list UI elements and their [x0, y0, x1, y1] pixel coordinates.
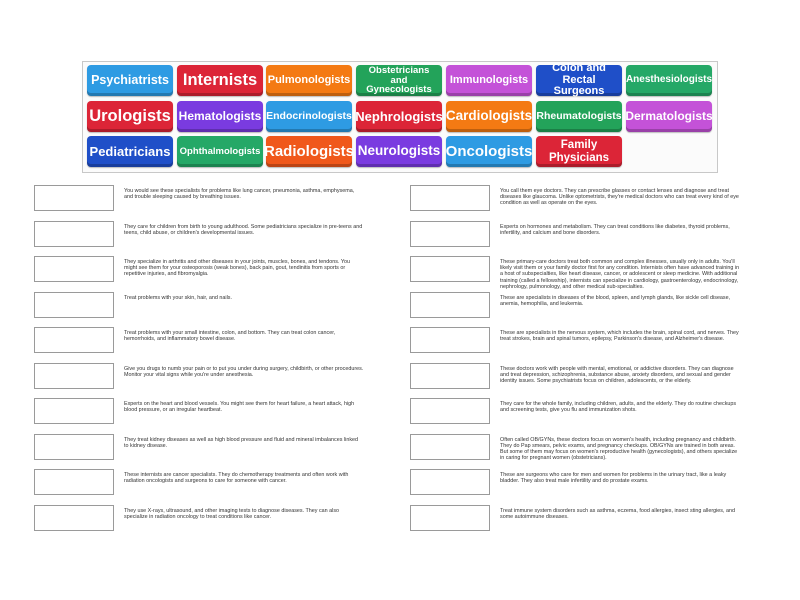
tile-ophthalmologists[interactable]: Ophthalmologists [177, 136, 263, 167]
match-pair [410, 292, 750, 319]
tile-dermatologists[interactable]: Dermatologists [626, 101, 712, 132]
match-pair [410, 398, 750, 425]
match-pair [410, 434, 750, 461]
clue-text: They treat kidney diseases as well as high blood pressure and fluid and mineral imbalances linked to kidney disease. [124, 436, 359, 449]
tile-anesthesiologists[interactable]: Anesthesiologists [626, 65, 712, 96]
tile-rheumatologists[interactable]: Rheumatologists [536, 101, 622, 132]
clue-text: They use X-rays, ultrasound, and other imaging tests to diagnose diseases. They can also specialize in radiation oncology to treat conditions like cancer. [124, 507, 340, 520]
clue-text: These primary-care doctors treat both common and complex illnesses, usually only in adults. You'll likely visit them or your family doctor first for any condition. Internists often have advanced training in a host of subspecialties, like heart disease, cancer, or adolescent or sleep medicine. With additional training (called a fellowship), internists can specialize in cardiology, gastroenterology, endocrinology, nephrology, pulmonology, and other medical sub-specialties. [500, 259, 740, 290]
match-pair [34, 505, 374, 532]
match-pair [410, 185, 750, 212]
answer-drop-slot[interactable] [34, 505, 114, 531]
match-pair [34, 434, 374, 461]
tile-nephrologists[interactable]: Nephrologists [356, 101, 442, 132]
match-pair [34, 292, 374, 319]
tile-immunologists[interactable]: Immunologists [446, 65, 532, 96]
tile-urologists[interactable]: Urologists [87, 101, 173, 132]
answer-drop-slot[interactable] [34, 434, 114, 460]
answer-drop-slot[interactable] [410, 505, 490, 531]
tile-hematologists[interactable]: Hematologists [177, 101, 263, 132]
clue-text: These are surgeons who care for men and women for problems in the urinary tract, like a leaky bladder. They also treat male infertility and do prostate exams. [500, 472, 727, 485]
answer-drop-slot[interactable] [410, 256, 490, 282]
clue-text: Often called OB/GYNs, these doctors focus on women's health, including pregnancy and childbirth. They do Pap smears, pelvic exams, and pregnancy checkups. OB/GYNs are trained in both areas. But some of them may focus on women's reproductive health (gynecologists), and others specialize in caring for pregnant women (obstetricians). [500, 436, 738, 462]
tile-obstetricians-and-gynecologists[interactable]: Obstetricians and Gynecologists [356, 65, 442, 96]
answer-drop-slot[interactable] [410, 292, 490, 318]
match-pair [34, 363, 374, 390]
clue-text: You call them eye doctors. They can prescribe glasses or contact lenses and diagnose and treat diseases like glaucoma. Unlike optometrists, they're medical doctors who can treat every kind of eye condition as well as operate on the eyes. [500, 188, 739, 207]
match-pair [34, 221, 374, 248]
match-pair [34, 398, 374, 425]
tile-pediatricians[interactable]: Pediatricians [87, 136, 173, 167]
match-pair [34, 469, 374, 496]
answer-drop-slot[interactable] [410, 434, 490, 460]
tile-psychiatrists[interactable]: Psychiatrists [87, 65, 173, 96]
tile-neurologists[interactable]: Neurologists [356, 136, 442, 167]
clue-text: Experts on hormones and metabolism. They can treat conditions like diabetes, thyroid problems, infertility, and calcium and bone disorders. [500, 223, 730, 236]
tile-endocrinologists[interactable]: Endocrinologists [266, 101, 352, 132]
match-pair [34, 256, 374, 283]
clue-text: You would see these specialists for problems like lung cancer, pneumonia, asthma, emphysema, and trouble sleeping caused by breathing issues. [124, 188, 355, 201]
clue-text: Treat problems with your small intestine, colon, and bottom. They can treat colon cancer, hemorrhoids, and inflammatory bowel disease. [124, 330, 336, 343]
match-pair [410, 327, 750, 354]
clue-text: These internists are cancer specialists. They do chemotherapy treatments and often work with radiation oncologists and surgeons to care for someone with cancer. [124, 472, 349, 485]
clue-text: They specialize in arthritis and other diseases in your joints, muscles, bones, and tendons. You might see them for your osteoporosis (weak bones), back pain, gout, tendinitis from sports or repetitive injuries, and fibromyalgia. [124, 259, 350, 278]
tile-colon-and-rectal-surgeons[interactable]: Colon and Rectal Surgeons [536, 65, 622, 96]
answer-drop-slot[interactable] [34, 292, 114, 318]
tile-oncologists[interactable]: Oncologists [446, 136, 532, 167]
match-pair [410, 363, 750, 390]
answer-drop-slot[interactable] [410, 469, 490, 495]
clue-text: These are specialists in diseases of the blood, spleen, and lymph glands, like sickle cell disease, anemia, hemophilia, and leukemia. [500, 294, 731, 307]
tile-radiologists[interactable]: Radiologists [266, 136, 352, 167]
match-pair [410, 505, 750, 532]
tile-internists[interactable]: Internists [177, 65, 263, 96]
clue-text: Treat immune system disorders such as asthma, eczema, food allergies, insect sting allergies, and some autoimmune diseases. [500, 507, 735, 520]
answer-drop-slot[interactable] [34, 256, 114, 282]
clue-text: These doctors work with people with mental, emotional, or addictive disorders. They can diagnose and treat depression, schizophrenia, substance abuse, anxiety disorders, and sexual and gender identity issues. Some psychiatrists focus on children, adolescents, or the elderly. [500, 365, 734, 384]
match-pair [410, 256, 750, 290]
answer-drop-slot[interactable] [34, 185, 114, 211]
clue-text: These are specialists in the nervous system, which includes the brain, spinal cord, and nerves. They treat strokes, brain and spinal tumors, epilepsy, Parkinson's disease, and Alzheimer's disease. [500, 330, 739, 343]
answer-drop-slot[interactable] [34, 363, 114, 389]
answer-drop-slot[interactable] [34, 221, 114, 247]
clue-text: Experts on the heart and blood vessels. You might see them for heart failure, a heart attack, high blood pressure, or an irregular heartbeat. [124, 401, 355, 414]
tile-cardiologists[interactable]: Cardiologists [446, 101, 532, 132]
answer-drop-slot[interactable] [410, 185, 490, 211]
answer-drop-slot[interactable] [34, 327, 114, 353]
answer-drop-slot[interactable] [410, 363, 490, 389]
answer-drop-slot[interactable] [410, 398, 490, 424]
match-pair [34, 327, 374, 354]
match-pair [410, 221, 750, 248]
answer-drop-slot[interactable] [34, 398, 114, 424]
clue-text: They care for children from birth to young adulthood. Some pediatricians specialize in pre-teens and teens, child abuse, or children's developmental issues. [124, 223, 363, 236]
answer-drop-slot[interactable] [410, 327, 490, 353]
match-pair [410, 469, 750, 496]
clue-text: They care for the whole family, including children, adults, and the elderly. They do routine checkups and screening tests, give you flu and immunization shots. [500, 401, 737, 414]
answer-drop-slot[interactable] [410, 221, 490, 247]
tile-pulmonologists[interactable]: Pulmonologists [266, 65, 352, 96]
match-pair [34, 185, 374, 212]
clue-text: Treat problems with your skin, hair, and nails. [124, 294, 232, 301]
tile-family-physicians[interactable]: Family Physicians [536, 136, 622, 167]
clue-text: Give you drugs to numb your pain or to put you under during surgery, childbirth, or other procedures. Monitor your vital signs while you're under anesthesia. [124, 365, 364, 378]
word-bank [82, 61, 718, 173]
answer-drop-slot[interactable] [34, 469, 114, 495]
